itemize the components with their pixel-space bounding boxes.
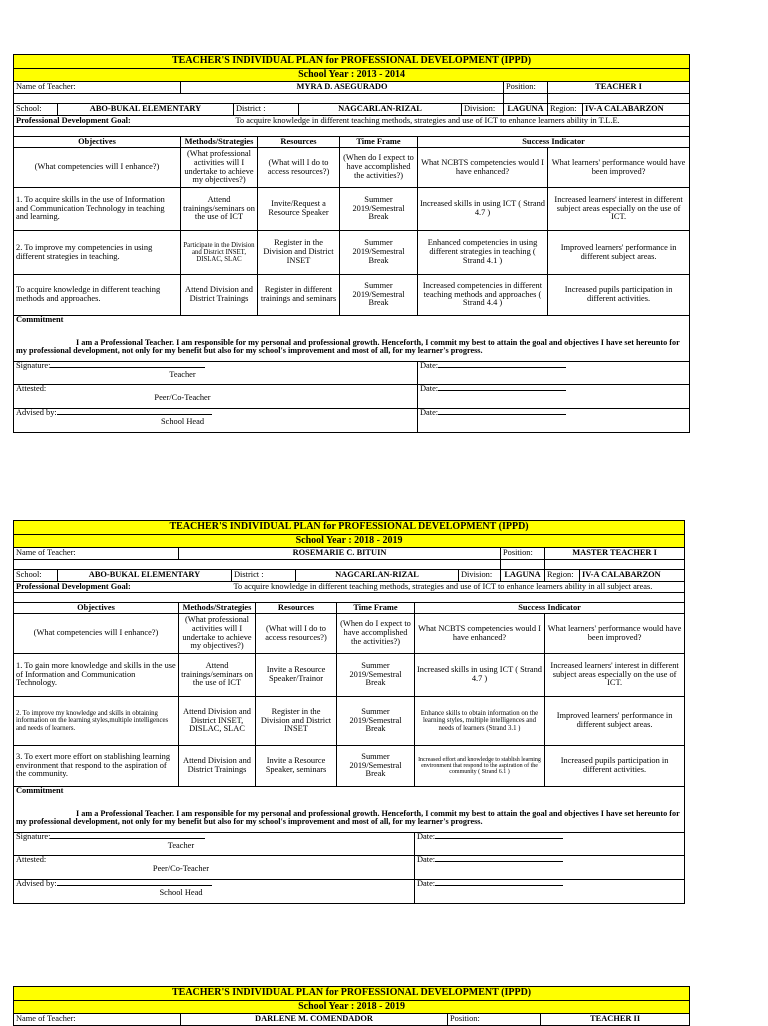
competency-cell: Increased effort and knowledge to stablish learning environment that respond to the aspiration of the community ( Strand 6.1 ): [415, 746, 545, 787]
resource-cell: Invite a Resource Speaker, seminars: [256, 746, 337, 787]
col-resources: Resources: [258, 137, 340, 148]
method-cell: Attend Division and District INSET, DISLAC, SLAC: [179, 697, 256, 746]
resource-cell: Register in the Division and District INSET: [258, 231, 340, 275]
ippd-form-3: [13, 986, 690, 1026]
learner-cell: Increased pupils participation in different activities.: [548, 275, 690, 316]
table-row: [14, 746, 685, 787]
position-label: Position:: [448, 1014, 541, 1026]
school-label: School:: [14, 104, 58, 116]
name-label: Name of Teacher:: [14, 1014, 181, 1026]
q-methods: (What professional activities will I undertake to achieve my objectives?): [179, 614, 256, 654]
attested-field[interactable]: Attested: Peer/Co-Teacher: [14, 856, 415, 880]
competency-cell: Enhance skills to obtain information on the learning styles, multiple intelligences and needs of learners (Strand 3.1 ): [415, 697, 545, 746]
col-objectives: Objectives: [14, 603, 179, 614]
timeframe-cell: Summer 2019/Semestral Break: [337, 654, 415, 697]
q-learners: What learners' performance would have been improved?: [548, 148, 690, 188]
goal-text: To acquire knowledge in different teaching methods, strategies and use of ICT to enhance learners ability in all subject areas.: [232, 582, 685, 593]
form-title: TEACHER'S INDIVIDUAL PLAN for PROFESSIONAL DEVELOPMENT (IPPD): [14, 55, 690, 69]
position-value: TEACHER II: [541, 1014, 690, 1026]
resource-cell: Invite/Request a Resource Speaker: [258, 188, 340, 231]
table-row: [14, 654, 685, 697]
timeframe-cell: Summer 2019/Semestral Break: [340, 188, 418, 231]
teacher-caption: Teacher: [169, 369, 196, 379]
timeframe-cell: Summer 2019/Semestral Break: [340, 275, 418, 316]
date-field[interactable]: Date:: [415, 880, 685, 904]
region-label: Region:: [545, 570, 580, 582]
competency-cell: Increased competencies in different teaching methods and approaches ( Strand 4.4 ): [418, 275, 548, 316]
col-success: Success Indicator: [418, 137, 690, 148]
learner-cell: Improved learners' performance in different subject areas.: [548, 231, 690, 275]
date-field[interactable]: Date:: [418, 409, 690, 433]
division-label: Division:: [462, 104, 504, 116]
method-cell: Participate in the Division and District INSET, DISLAC, SLAC: [181, 231, 258, 275]
name-label: Name of Teacher:: [14, 548, 179, 560]
date-field[interactable]: Date:: [415, 856, 685, 880]
learner-cell: Increased learners' interest in different subject areas especially on the use of ICT.: [548, 188, 690, 231]
name-label: Name of Teacher:: [14, 82, 181, 94]
school-year: School Year : 2018 - 2019: [14, 1001, 690, 1014]
commitment-label: Commitment: [16, 786, 64, 795]
q-resources: (What will I do to access resources?): [258, 148, 340, 188]
ippd-form-2: [13, 520, 685, 904]
col-methods: Methods/Strategies: [181, 137, 258, 148]
q-learners: What learners' performance would have been improved?: [545, 614, 685, 654]
method-cell: Attend Division and District Trainings: [179, 746, 256, 787]
region-label: Region:: [548, 104, 583, 116]
position-value: MASTER TEACHER I: [545, 548, 685, 560]
competency-cell: Enhanced competencies in using different strategies in teaching ( Strand 4.1 ): [418, 231, 548, 275]
district-value: NAGCARLAN-RIZAL: [296, 570, 459, 582]
attested-field[interactable]: Attested: Peer/Co-Teacher: [14, 385, 418, 409]
objective-cell: 1. To acquire skills in the use of Information and Communication Technology in teaching and learning.: [14, 188, 181, 231]
q-competencies: What NCBTS competencies would I have enhanced?: [415, 614, 545, 654]
form-title: TEACHER'S INDIVIDUAL PLAN for PROFESSIONAL DEVELOPMENT (IPPD): [14, 521, 685, 535]
school-year: School Year : 2018 - 2019: [14, 535, 685, 548]
advised-field[interactable]: Advised by: School Head: [14, 409, 418, 433]
method-cell: Attend trainings/seminars on the use of ICT: [179, 654, 256, 697]
goal-text: To acquire knowledge in different teaching methods, strategies and use of ICT to enhance learners ability in T.L.E.: [234, 116, 690, 127]
q-timeframe: (When do I expect to have accomplished the activities?): [340, 148, 418, 188]
resource-cell: Register in the Division and District INSET: [256, 697, 337, 746]
position-label: Position:: [504, 82, 548, 94]
teacher-caption: Teacher: [167, 840, 195, 850]
district-value: NAGCARLAN-RIZAL: [299, 104, 462, 116]
commitment-label: Commitment: [16, 315, 64, 324]
position-value: TEACHER I: [548, 82, 690, 94]
position-label: Position:: [501, 548, 545, 560]
table-row: [14, 231, 690, 275]
peer-caption: Peer/Co-Teacher: [152, 863, 210, 873]
school-year: School Year : 2013 - 2014: [14, 69, 690, 82]
resource-cell: Invite a Resource Speaker/Trainor: [256, 654, 337, 697]
learner-cell: Improved learners' performance in different subject areas.: [545, 697, 685, 746]
objective-cell: 2. To improve my knowledge and skills in obtaining information on the learning styles,multiple intelligences and needs of learners.: [14, 697, 179, 746]
advised-field[interactable]: Advised by: School Head: [14, 880, 415, 904]
col-success: Success Indicator: [415, 603, 685, 614]
head-caption: School Head: [159, 887, 203, 897]
form-title: TEACHER'S INDIVIDUAL PLAN for PROFESSIONAL DEVELOPMENT (IPPD): [14, 987, 690, 1001]
head-caption: School Head: [160, 416, 205, 426]
teacher-name: MYRA D. ASEGURADO: [181, 82, 504, 94]
school-label: School:: [14, 570, 58, 582]
region-value: IV-A CALABARZON: [583, 104, 690, 116]
timeframe-cell: Summer 2019/Semestral Break: [337, 697, 415, 746]
learner-cell: Increased learners' interest in different subject areas especially on the use of ICT.: [545, 654, 685, 697]
table-row: [14, 188, 690, 231]
timeframe-cell: Summer 2019/Semestral Break: [340, 231, 418, 275]
objective-cell: To acquire knowledge in different teaching methods and approaches.: [14, 275, 181, 316]
commitment-text: I am a Professional Teacher. I am responsible for my personal and professional growth. Henceforth, I commit my best to attain the goal and objectives I have set hereunto for my professional development, not only for my benefit but also for my school's improvement and most of all, for my learner's progress.: [16, 808, 680, 827]
method-cell: Attend Division and District Trainings: [181, 275, 258, 316]
school-value: ABO-BUKAL ELEMENTARY: [58, 570, 232, 582]
signature-field[interactable]: Signature: Teacher: [14, 833, 415, 856]
ippd-form-1: [13, 54, 690, 433]
signature-field[interactable]: Signature: Teacher: [14, 362, 418, 385]
division-value: LAGUNA: [504, 104, 548, 116]
objective-cell: 1. To gain more knowledge and skills in the use of Information and Communication Technology.: [14, 654, 179, 697]
division-label: Division:: [459, 570, 501, 582]
division-value: LAGUNA: [501, 570, 545, 582]
goal-label: Professional Development Goal:: [14, 582, 232, 593]
col-methods: Methods/Strategies: [179, 603, 256, 614]
goal-label: Professional Development Goal:: [14, 116, 234, 127]
district-label: District :: [232, 570, 296, 582]
col-resources: Resources: [256, 603, 337, 614]
q-timeframe: (When do I expect to have accomplished the activities?): [337, 614, 415, 654]
resource-cell: Register in different trainings and seminars: [258, 275, 340, 316]
peer-caption: Peer/Co-Teacher: [154, 392, 211, 402]
q-resources: (What will I do to access resources?): [256, 614, 337, 654]
col-timeframe: Time Frame: [337, 603, 415, 614]
q-methods: (What professional activities will I undertake to achieve my objectives?): [181, 148, 258, 188]
teacher-name: ROSEMARIE C. BITUIN: [179, 548, 501, 560]
method-cell: Attend trainings/seminars on the use of ICT: [181, 188, 258, 231]
date-field[interactable]: Date:: [415, 833, 685, 856]
commitment-text: I am a Professional Teacher. I am responsible for my personal and professional growth. Henceforth, I commit my best to attain the goal and objectives I have set hereunto for my professional development, not only for my benefit but also for my school's improvement and most of all, for my learner's progress.: [16, 337, 680, 356]
region-value: IV-A CALABARZON: [580, 570, 685, 582]
objective-cell: 2. To improve my competencies in using different strategies in teaching.: [14, 231, 181, 275]
learner-cell: Increased pupils participation in different activities.: [545, 746, 685, 787]
district-label: District :: [234, 104, 299, 116]
competency-cell: Increased skills in using ICT ( Strand 4.7 ): [415, 654, 545, 697]
q-objectives: (What competencies will I enhance?): [14, 148, 181, 188]
q-competencies: What NCBTS competencies would I have enhanced?: [418, 148, 548, 188]
table-row: [14, 275, 690, 316]
commitment-section: [14, 316, 690, 362]
objective-cell: 3. To exert more effort on stablishing learning environment that respond to the aspiration of the community.: [14, 746, 179, 787]
table-row: [14, 697, 685, 746]
date-field[interactable]: Date:: [418, 362, 690, 385]
date-field[interactable]: Date:: [418, 385, 690, 409]
timeframe-cell: Summer 2019/Semestral Break: [337, 746, 415, 787]
teacher-name: DARLENE M. COMENDADOR: [181, 1014, 448, 1026]
school-value: ABO-BUKAL ELEMENTARY: [58, 104, 234, 116]
col-objectives: Objectives: [14, 137, 181, 148]
q-objectives: (What competencies will I enhance?): [14, 614, 179, 654]
commitment-section: [14, 787, 685, 833]
competency-cell: Increased skills in using ICT ( Strand 4.7 ): [418, 188, 548, 231]
col-timeframe: Time Frame: [340, 137, 418, 148]
